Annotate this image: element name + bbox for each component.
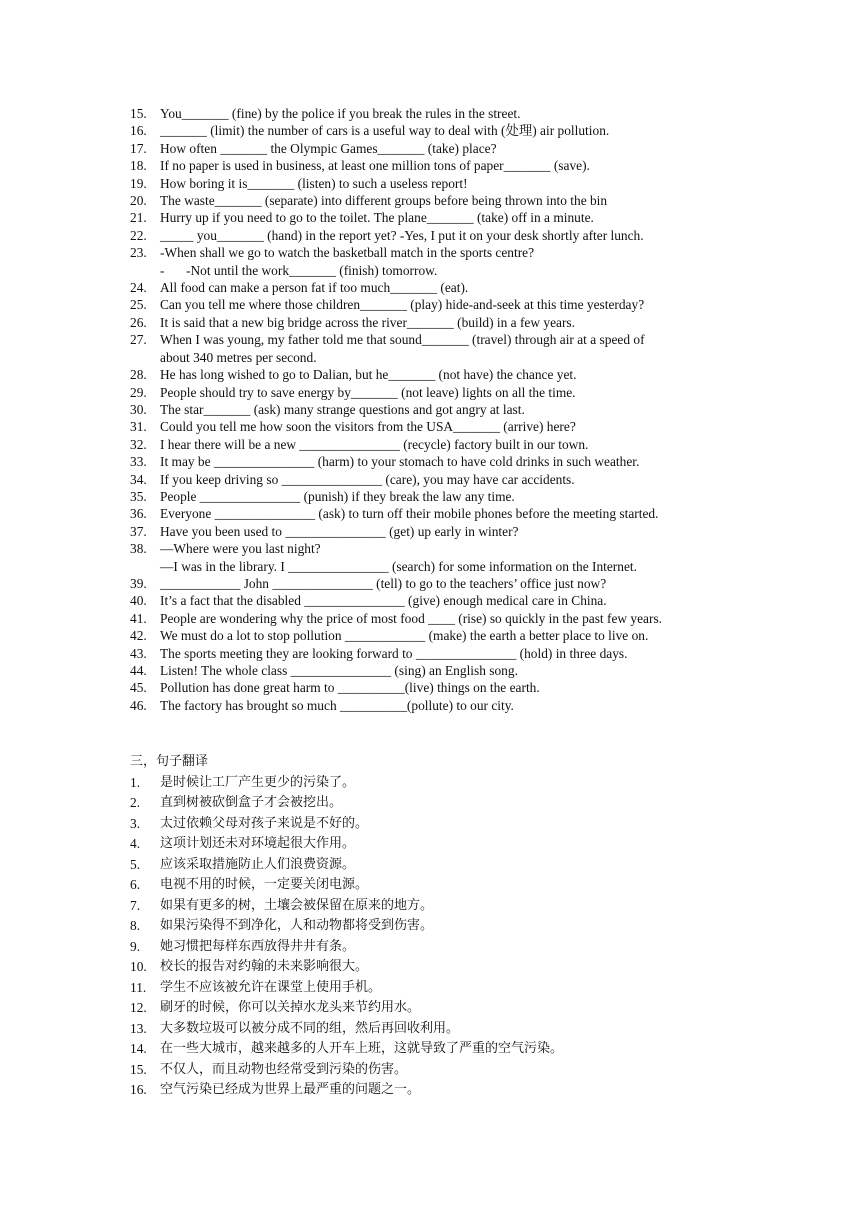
exercise-item bbox=[130, 192, 740, 209]
item-number: 38. bbox=[130, 541, 147, 557]
translation-item bbox=[130, 916, 750, 937]
translation-item bbox=[130, 875, 750, 896]
item-number: 33. bbox=[130, 454, 147, 470]
item-continuation: —I was in the library. I _______________ (search) for some information on the Internet. bbox=[160, 558, 637, 574]
item-text: _______ (limit) the number of cars is a useful way to deal with (处理) air pollution. bbox=[160, 123, 610, 139]
exercise-item bbox=[130, 331, 740, 348]
item-text: Pollution has done great harm to __________(live) things on the earth. bbox=[160, 680, 540, 696]
translation-list bbox=[130, 773, 750, 1101]
item-text: He has long wished to go to Dalian, but he_______ (not have) the chance yet. bbox=[160, 367, 577, 383]
item-text: 刷牙的时候，你可以关掉水龙头来节约用水。 bbox=[160, 1000, 421, 1015]
item-number: 40. bbox=[130, 593, 147, 609]
exercise-item bbox=[130, 227, 740, 244]
item-number: 10. bbox=[130, 959, 147, 974]
exercise-item bbox=[130, 244, 740, 261]
item-number: 23. bbox=[130, 245, 147, 261]
exercise-item bbox=[130, 540, 740, 557]
exercise-item bbox=[130, 105, 740, 122]
exercise-item bbox=[130, 296, 740, 313]
item-text: If no paper is used in business, at least one million tons of paper_______ (save). bbox=[160, 158, 590, 174]
item-text: 是时候让工厂产生更少的污染了。 bbox=[160, 774, 356, 790]
item-text: 这项计划还未对环境起很大作用。 bbox=[160, 836, 356, 851]
item-text: How boring it is_______ (listen) to such a useless report! bbox=[160, 175, 468, 191]
item-number: 9. bbox=[130, 938, 141, 954]
translation-item bbox=[130, 1060, 750, 1081]
item-number: 6. bbox=[130, 877, 141, 892]
item-number: 36. bbox=[130, 506, 147, 522]
item-number: 28. bbox=[130, 367, 147, 383]
exercise-item bbox=[130, 209, 740, 226]
translation-item bbox=[130, 773, 750, 794]
item-text: 在一些大城市，越来越多的人开车上班，这就导致了严重的空气污染。 bbox=[160, 1041, 564, 1056]
item-number: 5. bbox=[130, 856, 141, 872]
exercise-item bbox=[130, 592, 740, 609]
item-text: —Where were you last night? bbox=[160, 541, 321, 557]
exercise-item bbox=[130, 140, 740, 157]
item-text: Have you been used to _______________ (get) up early in winter? bbox=[160, 523, 519, 539]
exercise-item bbox=[130, 175, 740, 192]
item-text: Listen! The whole class _______________ (sing) an English song. bbox=[160, 663, 518, 678]
item-number: 16. bbox=[130, 123, 147, 139]
translation-item bbox=[130, 937, 750, 958]
item-text: 如果污染得不到净化，人和动物都将受到伤害。 bbox=[160, 918, 434, 933]
item-number: 16. bbox=[130, 1082, 147, 1097]
item-text: Can you tell me where those children_______ (play) hide-and-seek at this time yesterday? bbox=[160, 297, 645, 313]
exercise-item bbox=[130, 488, 740, 505]
item-subline bbox=[130, 262, 740, 279]
item-text: It may be _______________ (harm) to your stomach to have cold drinks in such weather. bbox=[160, 454, 640, 470]
item-text: People should try to save energy by_______ (not leave) lights on all the time. bbox=[160, 384, 576, 400]
item-number: 45. bbox=[130, 680, 147, 696]
item-number: 1. bbox=[130, 774, 141, 790]
exercise-item bbox=[130, 505, 740, 522]
item-number: 26. bbox=[130, 314, 147, 330]
item-number: 37. bbox=[130, 523, 147, 539]
item-text: _____ you_______ (hand) in the report yet? -Yes, I put it on your desk shortly after lunch. bbox=[160, 227, 644, 243]
section-title: 三，句子翻译 bbox=[130, 754, 209, 769]
item-sub-text: -Not until the work_______ (finish) tomorrow. bbox=[186, 262, 438, 278]
item-number: 32. bbox=[130, 436, 147, 452]
exercise-item bbox=[130, 314, 740, 331]
item-number: 24. bbox=[130, 280, 147, 296]
item-number: 46. bbox=[130, 697, 147, 713]
item-number: 7. bbox=[130, 897, 141, 913]
item-text: 电视不用的时候，一定要关闭电源。 bbox=[160, 877, 369, 892]
item-number: 14. bbox=[130, 1041, 147, 1056]
item-text: It’s a fact that the disabled _______________ (give) enough medical care in China. bbox=[160, 593, 607, 609]
item-text: You_______ (fine) by the police if you break the rules in the street. bbox=[160, 106, 521, 121]
item-text: The waste_______ (separate) into different groups before being thrown into the bin bbox=[160, 193, 608, 209]
item-number: 41. bbox=[130, 610, 147, 626]
item-continuation: about 340 metres per second. bbox=[160, 349, 317, 365]
item-number: 4. bbox=[130, 836, 141, 851]
item-number: 20. bbox=[130, 193, 147, 209]
item-number: 29. bbox=[130, 384, 147, 400]
exercise-item bbox=[130, 645, 740, 662]
item-text: All food can make a person fat if too much_______ (eat). bbox=[160, 280, 469, 296]
item-number: 43. bbox=[130, 645, 147, 661]
translation-item bbox=[130, 855, 750, 876]
item-text: ____________ John _______________ (tell) to go to the teachers’ office just now? bbox=[160, 575, 607, 591]
item-sub-dash: - bbox=[160, 262, 165, 278]
translation-item bbox=[130, 814, 750, 835]
item-text: -When shall we go to watch the basketball match in the sports centre? bbox=[160, 245, 535, 261]
item-text: 如果有更多的树，土壤会被保留在原来的地方。 bbox=[160, 897, 434, 913]
item-number: 25. bbox=[130, 297, 147, 313]
translation-item bbox=[130, 834, 750, 855]
translation-section bbox=[130, 752, 750, 1101]
exercise-item bbox=[130, 679, 740, 696]
exercise-item bbox=[130, 697, 740, 714]
item-text: The factory has brought so much __________(pollute) to our city. bbox=[160, 697, 514, 713]
exercise-item bbox=[130, 279, 740, 296]
exercise-item bbox=[130, 523, 740, 540]
item-text: 太过依赖父母对孩子来说是不好的。 bbox=[160, 815, 369, 831]
exercise-item bbox=[130, 610, 740, 627]
item-number: 19. bbox=[130, 175, 147, 191]
item-text: Could you tell me how soon the visitors from the USA_______ (arrive) here? bbox=[160, 419, 576, 435]
item-number: 3. bbox=[130, 815, 141, 831]
exercise-item bbox=[130, 418, 740, 435]
item-number: 8. bbox=[130, 918, 141, 933]
translation-item bbox=[130, 1019, 750, 1040]
item-text: 学生不应该被允许在课堂上使用手机。 bbox=[160, 979, 382, 995]
item-text: 直到树被砍倒盒子才会被挖出。 bbox=[160, 795, 343, 810]
item-number: 2. bbox=[130, 795, 141, 810]
item-text: The sports meeting they are looking forward to _______________ (hold) in three days. bbox=[160, 645, 628, 661]
item-text: People _______________ (punish) if they break the law any time. bbox=[160, 488, 515, 504]
item-number: 11. bbox=[130, 979, 147, 995]
item-text: Everyone _______________ (ask) to turn off their mobile phones before the meeting started. bbox=[160, 506, 659, 522]
item-text: 应该采取措施防止人们浪费资源。 bbox=[160, 856, 356, 872]
exercise-item bbox=[130, 453, 740, 470]
exercise-item bbox=[130, 436, 740, 453]
translation-item bbox=[130, 1039, 750, 1060]
item-text: 空气污染已经成为世界上最严重的问题之一。 bbox=[160, 1082, 421, 1097]
fill-in-exercise-list bbox=[130, 105, 740, 714]
item-text: How often _______ the Olympic Games_______ (take) place? bbox=[160, 140, 497, 156]
item-number: 15. bbox=[130, 106, 147, 121]
translation-item bbox=[130, 998, 750, 1019]
exercise-item bbox=[130, 627, 740, 644]
exercise-item bbox=[130, 122, 740, 139]
translation-item bbox=[130, 1080, 750, 1101]
item-number: 22. bbox=[130, 227, 147, 243]
item-text: People are wondering why the price of most food ____ (rise) so quickly in the past few years. bbox=[160, 610, 663, 626]
item-text: When I was young, my father told me that sound_______ (travel) through air at a speed of bbox=[160, 332, 645, 348]
exercise-item bbox=[130, 662, 740, 679]
item-number: 15. bbox=[130, 1061, 147, 1077]
item-number: 17. bbox=[130, 140, 147, 156]
item-number: 30. bbox=[130, 401, 147, 417]
item-number: 31. bbox=[130, 419, 147, 435]
item-text: Hurry up if you need to go to the toilet. The plane_______ (take) off in a minute. bbox=[160, 210, 594, 226]
exercise-item bbox=[130, 366, 740, 383]
item-number: 42. bbox=[130, 628, 147, 644]
item-text: We must do a lot to stop pollution ____________ (make) the earth a better place to live on. bbox=[160, 628, 649, 644]
item-text: 大多数垃圾可以被分成不同的组，然后再回收利用。 bbox=[160, 1020, 460, 1036]
item-number: 21. bbox=[130, 210, 147, 226]
item-number: 27. bbox=[130, 332, 147, 348]
item-number: 34. bbox=[130, 471, 147, 487]
item-text: The star_______ (ask) many strange questions and got angry at last. bbox=[160, 401, 525, 417]
exercise-item bbox=[130, 471, 740, 488]
item-text: It is said that a new big bridge across the river_______ (build) in a few years. bbox=[160, 314, 575, 330]
translation-item bbox=[130, 793, 750, 814]
item-text: 校长的报告对约翰的未来影响很大。 bbox=[160, 959, 369, 974]
translation-item bbox=[130, 896, 750, 917]
item-number: 35. bbox=[130, 488, 147, 504]
item-text: 不仅人，而且动物也经常受到污染的伤害。 bbox=[160, 1061, 408, 1077]
item-number: 44. bbox=[130, 663, 147, 678]
item-number: 18. bbox=[130, 158, 147, 174]
translation-item bbox=[130, 957, 750, 978]
exercise-item bbox=[130, 575, 740, 592]
exercise-item bbox=[130, 157, 740, 174]
exercise-item bbox=[130, 384, 740, 401]
exercise-item bbox=[130, 401, 740, 418]
item-number: 13. bbox=[130, 1020, 147, 1036]
item-text: 她习惯把每样东西放得井井有条。 bbox=[160, 938, 356, 954]
translation-item bbox=[130, 978, 750, 999]
item-number: 39. bbox=[130, 575, 147, 591]
item-number: 12. bbox=[130, 1000, 147, 1015]
item-text: I hear there will be a new _______________ (recycle) factory built in our town. bbox=[160, 436, 589, 452]
item-text: If you keep driving so _______________ (care), you may have car accidents. bbox=[160, 471, 575, 487]
